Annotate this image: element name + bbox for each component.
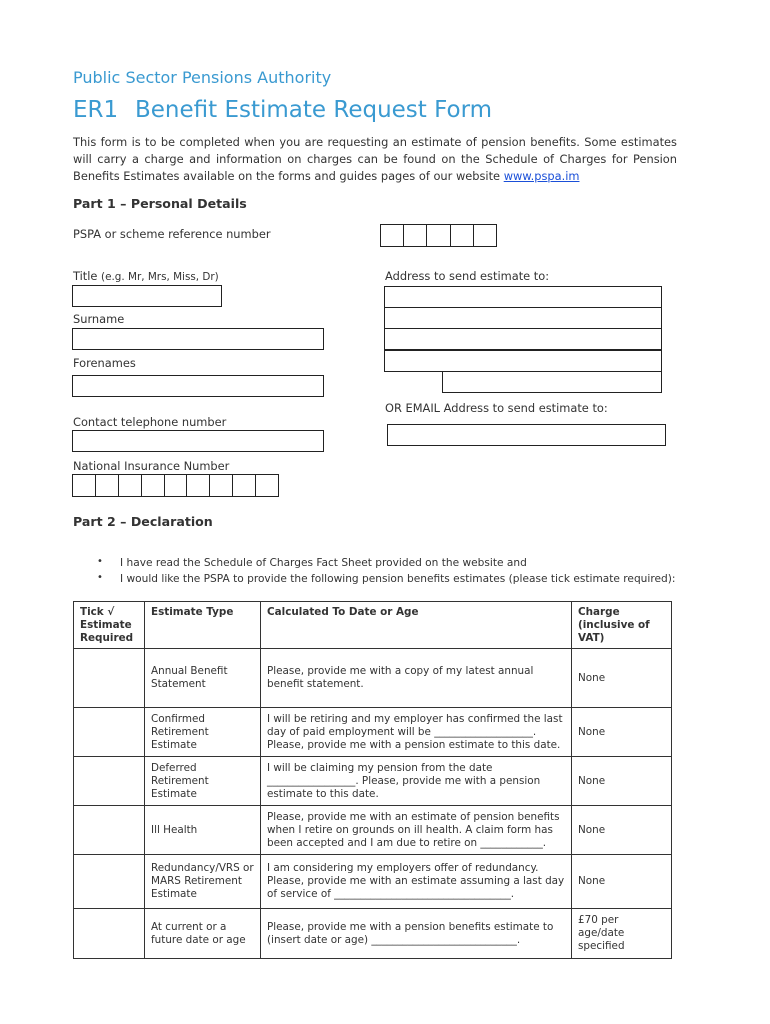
intro-text: This form is to be completed when you are requesting an estimate of pension benefits. Some estimates will carry a charge and information on charges can be found on the Schedule of Charges for Pension Benefits Estimates available on the forms and guides pages of our website: [73, 135, 677, 183]
header-estimate-type: Estimate Type: [145, 602, 261, 649]
address-line-1[interactable]: [384, 286, 662, 308]
estimate-type-cell: Confirmed Retirement Estimate: [145, 708, 261, 757]
calculated-cell: I will be claiming my pension from the date _________________. Please, provide me with a pension estimate to this date.: [261, 757, 572, 806]
table-row: [74, 806, 672, 855]
title-input[interactable]: [72, 285, 222, 307]
title-hint: (e.g. Mr, Mrs, Miss, Dr): [101, 271, 219, 283]
address-line-4[interactable]: [384, 350, 662, 372]
table-row: [74, 757, 672, 806]
header-tick: [74, 602, 145, 649]
table-row: [74, 855, 672, 909]
header-tick-line: Estimate: [80, 619, 132, 631]
surname-input[interactable]: [72, 328, 324, 350]
table-header-row: [74, 602, 672, 649]
ni-number-input[interactable]: [72, 474, 279, 497]
address-postcode[interactable]: [442, 371, 662, 393]
phone-label: Contact telephone number: [73, 415, 227, 429]
header-calculated: Calculated To Date or Age: [261, 602, 572, 649]
calculated-cell: Please, provide me with a copy of my latest annual benefit statement.: [261, 649, 572, 708]
charge-cell: £70 per age/date specified: [572, 909, 672, 959]
estimate-type-cell: Redundancy/VRS or MARS Retirement Estimate: [145, 855, 261, 909]
ni-label: National Insurance Number: [73, 459, 230, 473]
part1-heading: Part 1 – Personal Details: [73, 196, 247, 211]
estimate-type-cell: Ill Health: [145, 806, 261, 855]
estimate-table: [73, 601, 672, 959]
surname-label: Surname: [73, 312, 125, 326]
form-title-text: Benefit Estimate Request Form: [135, 97, 493, 123]
header-charge-line: VAT): [578, 632, 605, 644]
form-title: [73, 97, 492, 123]
email-input[interactable]: [387, 424, 666, 446]
declaration-item: • I would like the PSPA to provide the following pension benefits estimates (please tick estimate required):: [97, 573, 675, 589]
part2-heading: Part 2 – Declaration: [73, 514, 213, 529]
estimate-type-cell: At current or a future date or age: [145, 909, 261, 959]
calculated-cell: I am considering my employers offer of redundancy. Please, provide me with an estimate assuming a last day of service of __________________________________.: [261, 855, 572, 909]
address-label: Address to send estimate to:: [385, 269, 550, 283]
table-row: [74, 909, 672, 959]
address-line-2[interactable]: [384, 307, 662, 329]
header-tick-line: Required: [80, 632, 134, 644]
website-link[interactable]: www.pspa.im: [503, 169, 580, 183]
charge-cell: None: [572, 708, 672, 757]
header-charge: [572, 602, 672, 649]
estimate-type-cell: Deferred Retirement Estimate: [145, 757, 261, 806]
forenames-input[interactable]: [72, 375, 324, 397]
tick-cell[interactable]: [74, 757, 145, 806]
charge-cell: None: [572, 806, 672, 855]
estimate-type-cell: Annual Benefit Statement: [145, 649, 261, 708]
organisation-name: Public Sector Pensions Authority: [73, 68, 332, 87]
form-code: ER1: [73, 97, 119, 123]
tick-cell[interactable]: [74, 649, 145, 708]
phone-input[interactable]: [72, 430, 324, 452]
tick-cell[interactable]: [74, 708, 145, 757]
charge-cell: None: [572, 855, 672, 909]
table-row: [74, 708, 672, 757]
header-charge-line: Charge: [578, 606, 620, 618]
table-row: [74, 649, 672, 708]
tick-cell[interactable]: [74, 855, 145, 909]
declaration-list: [97, 557, 675, 588]
intro-paragraph: [73, 134, 677, 185]
charge-cell: None: [572, 649, 672, 708]
address-line-3[interactable]: [384, 328, 662, 350]
tick-cell[interactable]: [74, 909, 145, 959]
header-charge-line: (inclusive of: [578, 619, 650, 631]
reference-label: PSPA or scheme reference number: [73, 227, 271, 241]
email-label: OR EMAIL Address to send estimate to:: [385, 401, 608, 415]
charge-cell: None: [572, 757, 672, 806]
calculated-cell: Please, provide me with an estimate of pension benefits when I retire on grounds on ill health. A claim form has been accepted and I am due to retire on ____________.: [261, 806, 572, 855]
calculated-cell: I will be retiring and my employer has confirmed the last day of paid employment will be ___________________. Please, provide me with a pension estimate to this date.: [261, 708, 572, 757]
title-label: [73, 269, 219, 283]
calculated-cell: Please, provide me with a pension benefits estimate to (insert date or age) ____________________________.: [261, 909, 572, 959]
reference-number-input[interactable]: [380, 224, 497, 247]
declaration-item: • I have read the Schedule of Charges Fact Sheet provided on the website and: [97, 557, 675, 573]
title-label-text: Title: [73, 269, 98, 283]
forenames-label: Forenames: [73, 356, 136, 370]
header-tick-line: Tick √: [80, 606, 115, 618]
tick-cell[interactable]: [74, 806, 145, 855]
